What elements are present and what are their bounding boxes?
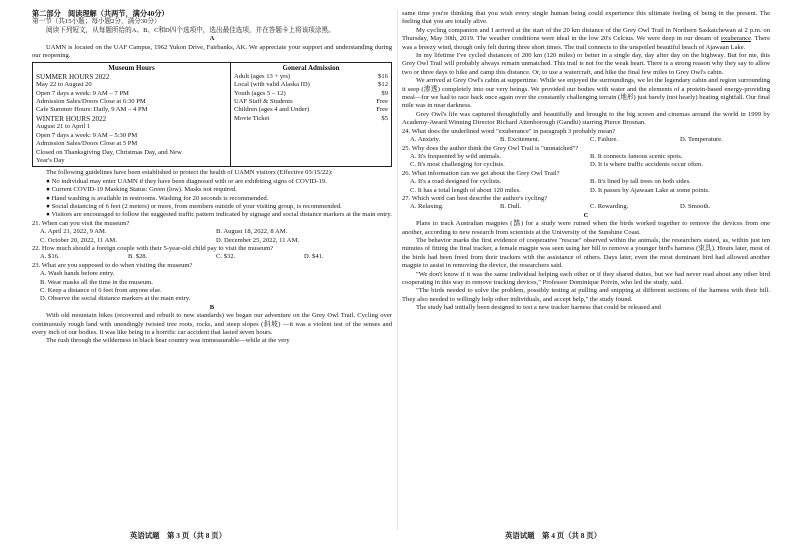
passage-c-paragraph: Plans to track Australian magpies (鹊) for a study were ruined when the birds worked together to remove the devices from one another, according to new research from scientists at the University of the Sunshine Coast.	[402, 220, 770, 236]
admission-label: UAF Staff & Students	[234, 98, 293, 106]
admission-price: $12	[378, 81, 388, 89]
answer-option: B. It connects famous scenic spots.	[590, 152, 683, 160]
answer-option: A. It's frequented by wild animals.	[410, 152, 502, 160]
answer-option: C. Rewarding.	[590, 203, 629, 211]
admission-row	[234, 106, 388, 114]
passage-b-paragraph: same time you're thinking that you wish every single human being could experience this ultimate feeling of being in the present. The feeling that you are totally alive.	[402, 10, 770, 26]
passage-b-paragraph: We arrived at Grey Owl's cabin at suppertime. While we enjoyed the surroundings, we let the legendary cabin and region surrounding it seep (渗透) completely into our very beings. We provided our bodies with water and the elements of a protein-based energy-providing meal—for we had to race back once again over the constantly challenging terrain (地形) just barely (not hearly) beating nightfall. Our final mile was in near darkness.	[402, 77, 770, 110]
admission-row	[234, 90, 388, 98]
answer-option: A. $16.	[40, 253, 60, 261]
question-stem: 26. What information can we get about the Grey Owl Trail?	[402, 169, 560, 177]
passage-a-letter: A	[209, 35, 215, 43]
underlined-word: exuberance	[720, 35, 751, 43]
passage-b-paragraph: In my lifetime I've cycled distances of 200 km (120 miles) or better in a single day, day after day on the highway. But for me, this Grey Owl Trail will probably always remain unmatched. This trail is not for the weak heart. There is a strong reason why they say to allow two or three days to hike and camp this distance. Or, to use a watercraft, and hike the final few miles to Grey Owl's cabin.	[402, 52, 770, 76]
questions-21-23	[32, 220, 392, 304]
footer-page-3: 英语试题 第 3 页（共 8 页）	[130, 531, 227, 540]
admission-label: Adult (ages 13 + yrs)	[234, 72, 291, 80]
answer-option: B. It's lined by tall trees on both sides.	[590, 178, 691, 186]
museum-hours-cell	[33, 63, 231, 166]
admission-price: Free	[376, 98, 388, 106]
answer-option: A. Anxiety.	[410, 136, 441, 144]
admission-cell	[231, 63, 391, 166]
section-title: 第二部分 阅读理解（共两节，满分40分）	[32, 10, 169, 18]
passage-c-paragraph: "We don't know if it was the same individual helping each other or if they shared duties, but we had never read about any other bird cooperating in this way to remove tracking devices," Professor Dominique Potvin, who led the study, said.	[402, 270, 770, 286]
question-stem: 22. How much should a foreign couple with their 5-year-old child pay to visit the museum?	[32, 244, 274, 252]
hours-line: Open 7 days a week: 9 AM – 5:30 PM	[36, 131, 138, 139]
hours-line: Year's Day	[36, 156, 65, 164]
answer-option: B. Dull.	[500, 203, 522, 211]
question-stem: 25. Why does the author think the Grey Owl Trail is "unmatched"?	[402, 144, 579, 152]
hours-line: August 21 to April 1	[36, 123, 91, 131]
page-3	[32, 0, 392, 550]
answer-option: C. October 20, 2022, 11 AM.	[40, 236, 117, 244]
admission-row	[234, 73, 388, 81]
answer-option: D. It is where traffic accidents occur often.	[590, 161, 703, 169]
guideline-paragraph: ● Hand washing is available in restrooms. Washing for 20 seconds is recommended.	[46, 194, 269, 202]
option-row	[402, 161, 770, 169]
answer-option: D. $41.	[304, 253, 324, 261]
admission-label: Movie Ticket	[234, 114, 270, 122]
passage-b-paragraph: Grey Owl's life was captured thoughtfully and beautifully and brought to the big screen and cinemas around the world in 1999 by Academy-Award Winning Director Richard Attenborough (Gandhi) starring Pierce Brosnan.	[402, 110, 770, 127]
admission-rows	[234, 73, 388, 123]
hours-line: May 22 to August 20	[36, 81, 92, 89]
answer-option: C. It has a total length of about 120 miles.	[410, 186, 521, 194]
page-divider	[397, 10, 398, 530]
guideline-paragraph: ● Visitors are encouraged to follow the suggested traffic pattern indicated by signage and social distance markers at the main entry.	[46, 211, 392, 219]
section-instructions: 阅读下列短文，从每题所给的A、B、C和D四个选项中，选出最佳选项，并在答题卡上将该项涂黑。	[46, 26, 335, 34]
footer-page-4: 英语试题 第 4 页（共 8 页）	[505, 531, 602, 540]
section-subtitle: 第一节（共15小题；每小题2分，满分30分）	[32, 18, 161, 26]
questions-24-27	[402, 128, 770, 212]
option-row	[32, 228, 392, 236]
passage-b-right	[402, 10, 770, 128]
option-row	[402, 187, 770, 195]
answer-option: D. Smooth.	[680, 203, 711, 211]
guideline-paragraph: The following guidelines have been established to protect the health of UAMN visitors (Effective 03/15/22):	[46, 169, 333, 177]
passage-b-paragraph: My cycling companion and I arrived at the start of the 20 km distance of the Grey Owl Trail in Northern Saskatchewan at 2 p.m. on Thursday, May 30th, 2019. The weather conditions were ideal in the low 20's Celcius. We were deep in our dream of exuberance. There was a breezy wind, though only felt during three short times. The trail connects to the unspoiled beautiful beach of Ajawaan Lake.	[402, 26, 770, 51]
admission-label: Local (with valid Alaska ID)	[234, 81, 310, 89]
answer-option: A. Wash hands before entry.	[40, 270, 115, 278]
option-row	[402, 203, 770, 211]
option-row	[32, 237, 392, 245]
passage-c-paragraph: The behavior marks the first evidence of cooperative "rescue" observed within the animals, the researchers stated, as, within just ten minutes of fitting the final tracker, a female magpie was seen using her bill to remove a younger bird's harness (束具). Hours later, most of the birds had been freed from their trackers with the assistance of others. Days later, even the most dominant bird had allowed another magpie to assist in removing the device, the researchers said.	[402, 236, 770, 270]
answer-option: A. It's a road designed for cyclists.	[410, 178, 502, 186]
answer-option: B. $28.	[128, 253, 148, 261]
admission-heading: General Admission	[282, 64, 340, 73]
admission-row	[234, 98, 388, 106]
passage-c-letter: C	[583, 211, 589, 219]
answer-option: C. It's most challenging for cyclists.	[410, 161, 505, 169]
admission-row	[234, 81, 388, 89]
admission-price: $5	[381, 114, 388, 122]
answer-option: B. August 18, 2022, 8 AM.	[216, 228, 288, 236]
answer-option: D. December 25, 2022, 11 AM.	[216, 236, 300, 244]
admission-label: Children (ages 4 and Under)	[234, 106, 310, 114]
question-stem: 24. What does the underlined word "exuberance" in paragraph 3 probably mean?	[402, 127, 616, 135]
guideline-paragraph: ● Current COVID-19 Masking Status: Green (low). Masks not required.	[46, 186, 237, 194]
admission-price: $9	[381, 89, 388, 97]
hours-line: Cafe Summer Hours: Daily, 9 AM – 4 PM	[36, 106, 148, 114]
option-row	[32, 253, 392, 261]
question-stem: 23. What are you supposed to do when visiting the museum?	[32, 261, 193, 269]
admission-label: Youth (ages 5 – 12)	[234, 89, 286, 97]
guideline-paragraph: ● No individual may enter UAMN if they have been diagnosed with or are exhibiting signs of COVID-19.	[46, 177, 327, 185]
admission-price: $16	[378, 72, 388, 80]
answer-option: C. Keep a distance of 6 feet from anyone else.	[40, 287, 162, 294]
museum-hours-heading: Museum Hours	[108, 64, 155, 73]
hours-line: Closed on Thanksgiving Day, Christmas Day, and New	[36, 148, 182, 156]
passage-c-paragraph: "The birds needed to solve the problem, possibly testing at pulling and snipping at different sections of the harness with their bill. They also needed to willingly help other individuals, and accept help," the study found.	[402, 287, 770, 303]
passage-a-intro: UAMN is located on the UAF Campus, 1962 Yukon Drive, Fairbanks, AK. We appreciate your support and understanding during our reopening.	[32, 43, 392, 60]
passage-b-paragraph: With old mountain bikes (recovered and rebuilt to new standards) we began our adventure on the Grey Owl Trail. Cycling over continuously rough land with unendingly twisted tree roots, rocks, and steep slopes (斜坡) —it was a violent test of the senses and every inch of our bodies. It was like being in a horrific car accident that lasted seven hours.	[32, 312, 392, 337]
answer-option: A. Relaxing.	[410, 203, 444, 211]
hours-season-heading: WINTER HOURS 2022	[36, 114, 107, 123]
option-row	[402, 178, 770, 186]
hours-season-heading: SUMMER HOURS 2022	[36, 72, 110, 81]
question-stem: 27. Which word can best describe the author's cycling?	[402, 194, 548, 202]
answer-option: D. Observe the social distance markers at the main entry.	[40, 295, 191, 303]
passage-b-paragraph: The rush through the wilderness in black bear country was immeasurable—while at the very	[46, 337, 290, 345]
admission-price: Free	[376, 106, 388, 114]
answer-option: C. $32.	[216, 253, 236, 261]
passage-c-paragraph: The study had initially been designed to test a new tracker harness that could be released and	[416, 304, 661, 312]
guidelines	[32, 169, 392, 219]
passage-b-left	[32, 312, 392, 346]
answer-option: D. It passes by Ajawaan Lake at some points.	[590, 186, 710, 194]
answer-option: B. Excitement.	[500, 136, 540, 144]
hours-line: Admission Sales/Doors Close at 5 PM	[36, 140, 138, 148]
answer-option: D. Temperature.	[680, 136, 723, 144]
passage-c	[402, 220, 770, 312]
passage-b-letter: B	[209, 303, 215, 311]
answer-option: B. Wear masks all the time in the museum.	[40, 278, 153, 286]
option-row	[402, 153, 770, 161]
question-stem: 21. When can you visit the museum?	[32, 219, 130, 227]
answer-option: C. Failure.	[590, 136, 619, 144]
guideline-paragraph: ● Social distancing of 6 feet (2 meters) or more, from members outside of your visiting group, is recommended.	[46, 202, 342, 210]
admission-row	[234, 115, 388, 123]
hours-line: Admission Sales/Doors Close at 6:30 PM	[36, 98, 146, 106]
answer-option: A. April 21, 2022, 9 AM.	[40, 228, 107, 236]
museum-info-table	[32, 62, 392, 167]
hours-line: Open 7 days a week: 9 AM – 7 PM	[36, 89, 129, 97]
page-4	[402, 0, 770, 550]
option-row	[402, 136, 770, 144]
museum-hours-lines	[36, 73, 227, 165]
